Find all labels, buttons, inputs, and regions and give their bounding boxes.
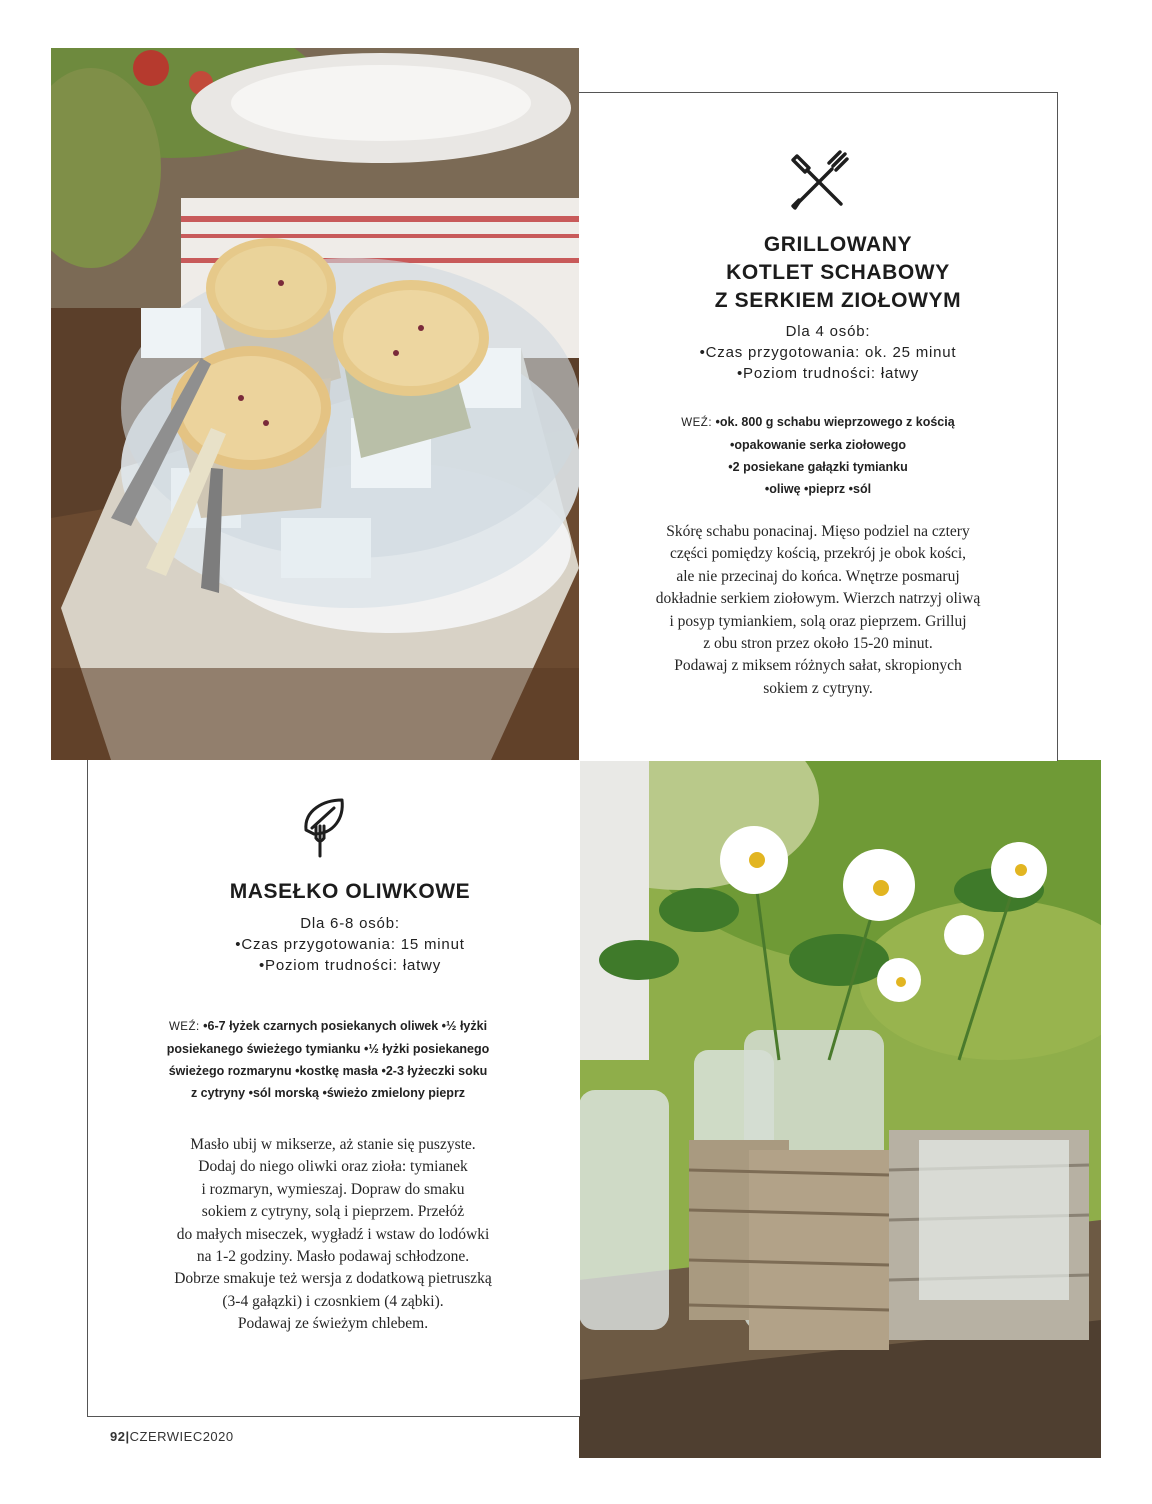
page-folio	[110, 1429, 234, 1444]
difficulty: •Poziom trudności: łatwy	[736, 365, 919, 382]
recipe-meta	[170, 913, 530, 976]
recipe-title: GRILLOWANY KOTLET SCHABOWY Z SERKIEM ZIOŁOWYM	[714, 233, 962, 312]
prep-time: •Czas przygotowania: 15 minut	[235, 936, 465, 953]
servings: Dla 4 osób:	[785, 323, 871, 340]
ingredient-line: •ok. 800 g schabu wieprzowego z kością	[715, 415, 955, 429]
ingredient-line: świeżego rozmarynu •kostkę masła •2-3 łyżeczki soku	[168, 1064, 488, 1078]
servings: Dla 6-8 osób:	[300, 915, 400, 932]
page-number: 92	[110, 1429, 126, 1444]
recipe-method: Masło ubij w mikserze, aż stanie się puszyste. Dodaj do niego oliwki oraz zioła: tymianek i rozmaryn, wymieszaj. Dopraw do smaku sokiem z cytryny, solą i pieprzem. Przełóż do małych miseczek, wygładź i wstaw do lodówki na 1-2 godziny. Masło podawaj schłodzone. Dobrze smakuje też wersja z dodatkową pietruszką (3-4 gałązki) i czosnkiem (4 ząbki). Podawaj ze świeżym chlebem.	[174, 1136, 492, 1333]
ingredient-line: •2 posiekane gałązki tymianku	[728, 460, 908, 474]
difficulty: •Poziom trudności: łatwy	[258, 957, 441, 974]
leaf-fork-icon	[300, 796, 348, 860]
ingredient-line: z cytryny •sól morską •świeżo zmielony pieprz	[190, 1086, 466, 1100]
recipe-card-olive-butter	[87, 760, 580, 1417]
ingredients-label: WEŹ:	[681, 417, 713, 429]
photo-herb-butter	[51, 48, 579, 760]
recipe-title: MASEŁKO OLIWKOWE	[229, 880, 471, 903]
ingredient-line: •6-7 łyżek czarnych posiekanych oliwek •½ łyżki	[203, 1019, 488, 1033]
prep-time: •Czas przygotowania: ok. 25 minut	[699, 344, 957, 361]
ingredient-line: •oliwę •pieprz •sól	[764, 482, 872, 496]
ingredient-line: posiekanego świeżego tymianku •½ łyżki posiekanego	[166, 1042, 490, 1056]
ingredient-line: •opakowanie serka ziołowego	[730, 438, 906, 452]
ingredients-list	[579, 411, 1057, 500]
photo-flowers-wicker	[579, 760, 1101, 1458]
ingredients-list	[128, 1015, 528, 1104]
grill-tools-icon	[789, 150, 851, 212]
recipe-method: Skórę schabu ponacinaj. Mięso podziel na cztery części pomiędzy kością, przekrój je obok kości, ale nie przecinaj do końca. Wnętrze posmaruj dokładnie serkiem ziołowym. Wierzch natrzyj oliwą i posyp tymiankiem, solą oraz pieprzem. Grilluj z obu stron przez około 15-20 minut. Podawaj z miksem różnych sałat, skropionych sokiem z cytryny.	[655, 523, 981, 697]
ingredients-label: WEŹ:	[168, 1021, 200, 1033]
issue-label: CZERWIEC2020	[129, 1429, 234, 1444]
recipe-meta	[609, 321, 1047, 384]
recipe-card-pork-chop	[579, 92, 1058, 761]
folio-separator: |	[125, 1429, 130, 1444]
